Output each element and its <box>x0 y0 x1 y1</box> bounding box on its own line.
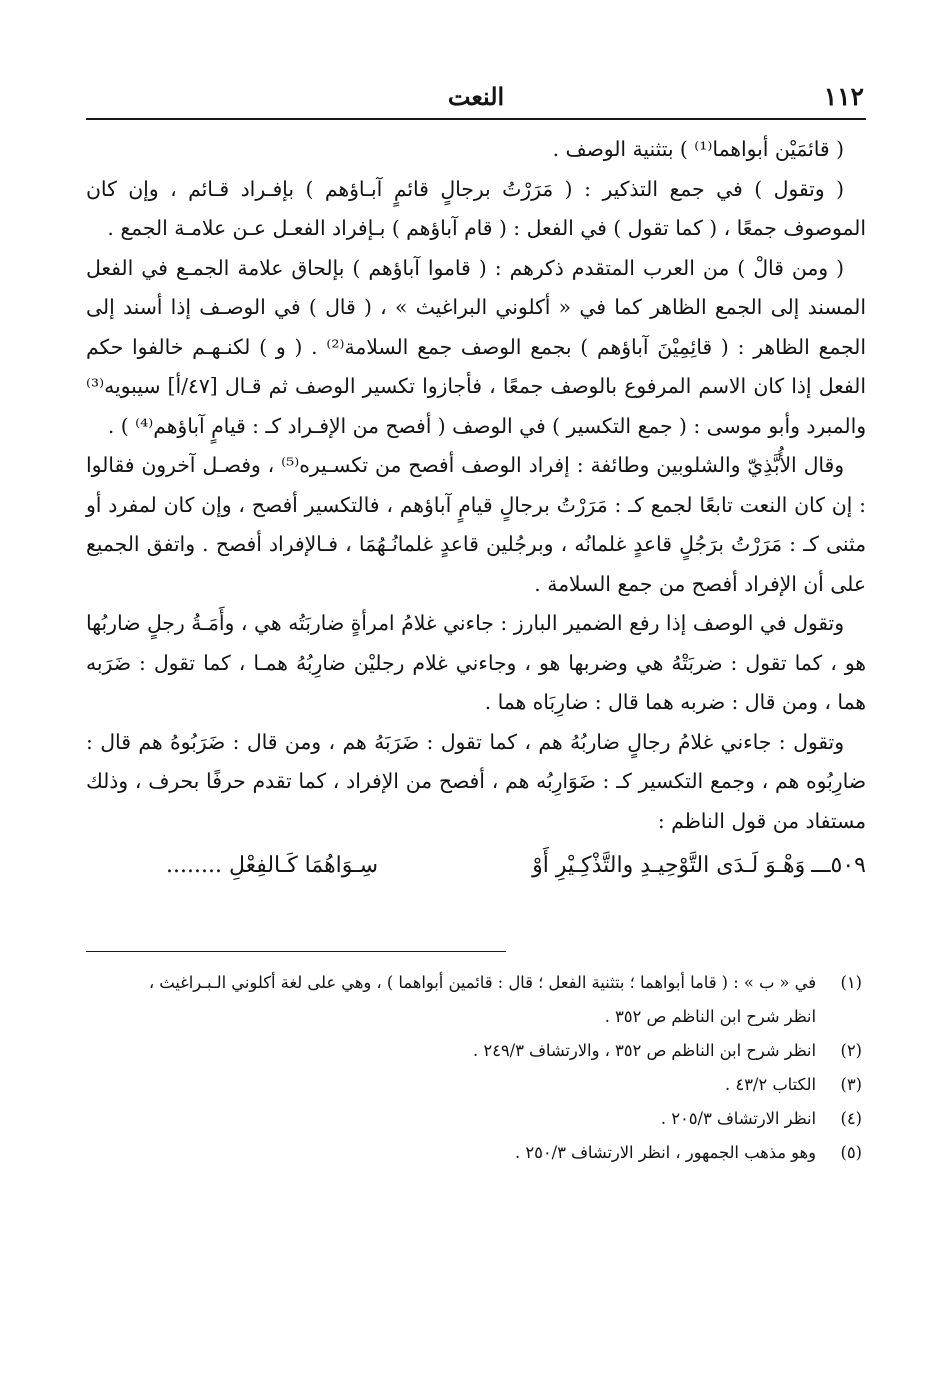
footnote-text: الكتاب ٤٣/٢ . <box>725 1075 816 1094</box>
verse-hemistich-second: سِـوَاهُمَا كَـالفِعْلِ ........ <box>166 853 379 878</box>
paragraph: ( وتقول ) في جمع التذكير : ( مَرَرْتُ برجالٍ قائمٍ آبـاؤهم ) بإفـراد قـائم ، وإن كان الموصوف جمعًا ، ( كما تقول ) في الفعل : ( قام آباؤهم ) بـإفراد الفعـل عـن علامـة الجمع . <box>86 176 866 240</box>
main-text <box>86 130 866 889</box>
paragraph: ( ومن قالْ ) من العرب المتقدم ذكرهم : ( قاموا آباؤهم ) بإلحاق علامة الجمـع في الفعل المسند إلى الجمع الظاهر كما في « أكلوني البراغيث » ، ( قال ) في الوصـف إذا أسند إلى الجمع الظاهر : ( قائِمِيْنَ آباؤهم ) بجمع الوصف جمع السلامة⁽²⁾ . ( و ) لكنـهـم خالفوا حكم الفعل إذا كان الاسم المرفوع بالوصف جمعًا ، فأجازوا تكسير الوصف ثم قـال [٤٧/أ] سيبويه⁽³⁾ والمبرد وأبو موسى : ( جمع التكسير ) في الوصف ( أفصح من الإفـراد كـ : قيامٍ آباؤهم⁽⁴⁾ ) . <box>86 255 866 438</box>
footnote <box>126 1068 866 1102</box>
footnote-divider <box>86 951 506 952</box>
book-page <box>86 78 866 1170</box>
paragraph: وقال الأُبَّذِيّ والشلوبين وطائفة : إفراد الوصف أفصح من تكسـيره⁽⁵⁾ ، وفصـل آخرون فقالوا : إن كان النعت تابعًا لجمع كـ : مَرَرْتُ برجالٍ قيامٍ آباؤهم ، فالتكسير أفصح ، وإن كان لمفرد أو مثنى كـ : مَرَرْتُ برَجُلٍ قاعدٍ غلمانُه ، وبرجُلين قاعدٍ غلمانُـهُمَا ، فـالإفراد أفصح . واتفق الجميع على أن الإفراد أفصح من جمع السلامة . <box>86 453 866 596</box>
footnote-number: (٤) <box>840 1109 862 1128</box>
footnote <box>126 1034 866 1068</box>
footnote-text: انظر شرح ابن الناظم ص ٣٥٢ ، والارتشاف ٢٤٩/٣ . <box>473 1041 816 1060</box>
paragraph: وتقول : جاءني غلامُ رجالٍ ضاربُهُ هم ، كما تقول : ضَرَبَهُ هم ، ومن قال : ضَرَبُوهُ هم قال : ضارِبُوه هم ، وجمع التكسير كـ : ضَوَارِبُه هم ، أفصح من الإفراد ، كما تقدم حرفًا بحرف ، وذلك مستفاد من قول الناظم : <box>86 729 866 833</box>
page-number: ١١٢ <box>823 82 864 111</box>
page-header <box>86 78 866 120</box>
footnotes <box>86 966 866 1170</box>
footnote-text: في « ب » : ( قاما أبواهما ؛ بتثنية الفعل ؛ قال : قائمين أبواهما ) ، وهي على لغة أكلوني الـبـراغيث ، انظر شرح ابن الناظم ص ٣٥٢ . <box>148 973 816 1026</box>
footnote-text: انظر الارتشاف ٢٠٥/٣ . <box>660 1109 816 1128</box>
footnote-text: وهو مذهب الجمهور ، انظر الارتشاف ٢٥٠/٣ . <box>515 1143 816 1162</box>
footnote-number: (٥) <box>840 1143 862 1162</box>
verse-number: ٥٠٩ـــ <box>811 853 866 878</box>
footnote-number: (٣) <box>840 1075 862 1094</box>
paragraph: ( قائمَيْن أبواهما⁽¹⁾ ) بتثنية الوصف . <box>552 137 844 161</box>
footnote <box>126 1136 866 1170</box>
footnote <box>126 966 866 1034</box>
footnote-number: (١) <box>840 973 862 992</box>
running-title: النعت <box>447 82 505 111</box>
verse-hemistich-first: وَهْـوَ لَـدَى التَّوْحِيـدِ والتَّذْكِـيْرِ أَوْ <box>532 853 806 878</box>
paragraph: وتقول في الوصف إذا رفع الضمير البارز : جاءني غلامُ امرأةٍ ضاربَتُه هي ، وأَمَـةُ رجلٍ ضاربُها هو ، كما تقول : ضربَتْهُ هي وضربها هو ، وجاءني غلام رجليْن ضارِبُهُ همـا ، كما تقول : ضَرَبه هما ، ومن قال : ضربه هما قال : ضارِبَاه هما . <box>86 611 866 714</box>
footnote-number: (٢) <box>840 1041 862 1060</box>
footnote <box>126 1102 866 1136</box>
verse-line <box>86 843 866 889</box>
